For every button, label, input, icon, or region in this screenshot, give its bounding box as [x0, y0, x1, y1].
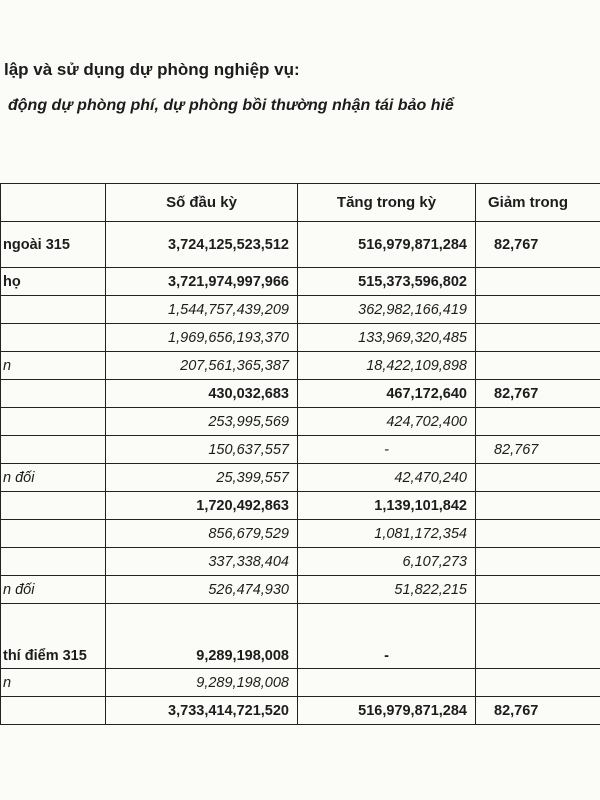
increase-value — [298, 669, 476, 697]
increase-value: 6,107,273 — [298, 548, 476, 576]
start-value: 3,724,125,523,512 — [106, 222, 298, 268]
row-label: ngoài 315 — [1, 222, 106, 268]
row-label — [1, 492, 106, 520]
table-row — [1, 548, 600, 576]
decrease-value — [476, 268, 600, 296]
row-label — [1, 548, 106, 576]
row-label — [1, 296, 106, 324]
section-heading: lập và sử dụng dự phòng nghiệp vụ: — [4, 60, 300, 79]
decrease-value — [476, 408, 600, 436]
row-label — [1, 520, 106, 548]
table-header — [1, 184, 600, 222]
decrease-value — [476, 520, 600, 548]
table-row — [1, 296, 600, 324]
section-subheading: động dự phòng phí, dự phòng bồi thường nhận tái bảo hiể — [8, 97, 454, 114]
decrease-value: 82,767 — [476, 380, 600, 408]
start-value: 856,679,529 — [106, 520, 298, 548]
start-value: 9,289,198,008 — [106, 604, 298, 669]
provisions-table — [0, 183, 600, 725]
table-row — [1, 268, 600, 296]
row-label — [1, 380, 106, 408]
decrease-value: 82,767 — [476, 697, 600, 725]
start-value: 1,544,757,439,209 — [106, 296, 298, 324]
table-row — [1, 492, 600, 520]
row-label: n đối — [1, 576, 106, 604]
increase-value: - — [298, 604, 476, 669]
increase-value: 424,702,400 — [298, 408, 476, 436]
table-row — [1, 436, 600, 464]
increase-value: 467,172,640 — [298, 380, 476, 408]
start-value: 526,474,930 — [106, 576, 298, 604]
row-label — [1, 408, 106, 436]
decrease-value — [476, 604, 600, 669]
decrease-value — [476, 669, 600, 697]
decrease-value — [476, 576, 600, 604]
start-value: 25,399,557 — [106, 464, 298, 492]
decrease-value — [476, 548, 600, 576]
row-label: n — [1, 352, 106, 380]
increase-value: 1,139,101,842 — [298, 492, 476, 520]
header-start: Số đầu kỳ — [106, 184, 298, 222]
table-row — [1, 222, 600, 268]
start-value: 9,289,198,008 — [106, 669, 298, 697]
table-row — [1, 352, 600, 380]
start-value: 207,561,365,387 — [106, 352, 298, 380]
table-row — [1, 464, 600, 492]
start-value: 430,032,683 — [106, 380, 298, 408]
increase-value: 516,979,871,284 — [298, 222, 476, 268]
table-row — [1, 380, 600, 408]
increase-value: 42,470,240 — [298, 464, 476, 492]
increase-value: 515,373,596,802 — [298, 268, 476, 296]
decrease-value: 82,767 — [476, 436, 600, 464]
row-label — [1, 324, 106, 352]
row-label: n — [1, 669, 106, 697]
table-row — [1, 576, 600, 604]
start-value: 1,969,656,193,370 — [106, 324, 298, 352]
increase-value: - — [298, 436, 476, 464]
row-label — [1, 436, 106, 464]
decrease-value — [476, 296, 600, 324]
table-row — [1, 669, 600, 697]
decrease-value: 82,767 — [476, 222, 600, 268]
decrease-value — [476, 492, 600, 520]
start-value: 150,637,557 — [106, 436, 298, 464]
increase-value: 362,982,166,419 — [298, 296, 476, 324]
decrease-value — [476, 352, 600, 380]
row-label: n đối — [1, 464, 106, 492]
start-value: 1,720,492,863 — [106, 492, 298, 520]
decrease-value — [476, 324, 600, 352]
header-label — [1, 184, 106, 222]
increase-value: 51,822,215 — [298, 576, 476, 604]
table-row — [1, 324, 600, 352]
row-label: thí điểm 315 — [1, 604, 106, 669]
increase-value: 1,081,172,354 — [298, 520, 476, 548]
header-decrease: Giảm trong — [476, 184, 600, 222]
header-increase: Tăng trong kỳ — [298, 184, 476, 222]
table-row — [1, 604, 600, 669]
start-value: 337,338,404 — [106, 548, 298, 576]
table-row — [1, 408, 600, 436]
start-value: 3,721,974,997,966 — [106, 268, 298, 296]
table-row — [1, 697, 600, 725]
start-value: 253,995,569 — [106, 408, 298, 436]
start-value: 3,733,414,721,520 — [106, 697, 298, 725]
row-label: họ — [1, 268, 106, 296]
increase-value: 133,969,320,485 — [298, 324, 476, 352]
increase-value: 516,979,871,284 — [298, 697, 476, 725]
row-label — [1, 697, 106, 725]
increase-value: 18,422,109,898 — [298, 352, 476, 380]
table-row — [1, 520, 600, 548]
decrease-value — [476, 464, 600, 492]
